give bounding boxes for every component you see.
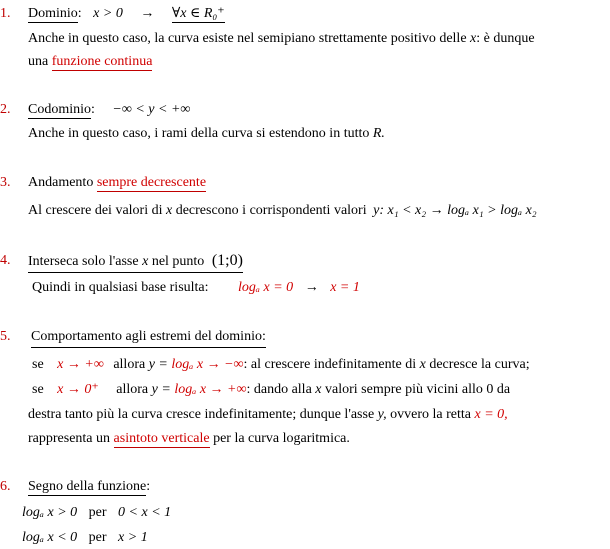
- highlight-asintoto-verticale: asintoto verticale: [113, 431, 210, 446]
- limit-zero-plus: x → 0⁺: [57, 382, 99, 397]
- item-5-row-1: se x → +∞ allora y = logₐ x → −∞: al crescere indefinitamente di x decresce la curva;: [32, 357, 530, 372]
- item-1-text-line-2: una funzione continua: [28, 54, 153, 69]
- highlight-funzione-continua: funzione continua: [51, 54, 153, 69]
- sign-row-positive: logₐ x > 0 per 0 < x < 1: [22, 505, 172, 520]
- item-number: 5.: [0, 329, 11, 344]
- item-4-text-line-1: Quindi in qualsiasi base risulta: logₐ x = 0 → x = 1: [32, 280, 360, 295]
- limit-plus-infinity: x → +∞: [57, 357, 104, 372]
- item-5-row-4: rappresenta un asintoto verticale per la curva logaritmica.: [28, 431, 350, 446]
- arrow-symbol: →: [140, 6, 155, 21]
- log-negative: logₐ x < 0: [22, 530, 78, 545]
- log-equation: logₐ x = 0: [238, 280, 294, 295]
- section-heading-andamento: Andamento: [28, 175, 94, 190]
- range-expression: −∞ < y < +∞: [112, 102, 191, 117]
- item-1-text-line-1: Anche in questo caso, la curva esiste nel semipiano strettamente positivo delle x: è dunque: [28, 31, 535, 46]
- section-heading-dominio: Dominio: [28, 6, 78, 21]
- line-x-equals-zero: x = 0,: [474, 407, 508, 422]
- intersection-point: (1;0): [211, 252, 243, 269]
- sign-row-negative: logₐ x < 0 per x > 1: [22, 530, 148, 545]
- item-number: 1.: [0, 6, 11, 21]
- item-number: 2.: [0, 102, 11, 117]
- monotonic-expression: : x₁ < x₂ → logₐ x₁ > logₐ x₂: [379, 203, 537, 218]
- log-to-minus-infinity: logₐ x → −∞: [171, 357, 244, 372]
- domain-set: ∀x ∈ R₀⁺: [171, 6, 225, 21]
- item-2-text-line-1: Anche in questo caso, i rami della curva si estendono in tutto R.: [28, 126, 385, 141]
- domain-condition: x > 0: [93, 6, 123, 21]
- section-heading-interseca: Interseca solo l'asse: [28, 254, 139, 269]
- log-positive: logₐ x > 0: [22, 505, 78, 520]
- item-3-text-line-1: Al crescere dei valori di x decrescono i corrispondenti valori y: x₁ < x₂ → logₐ x₁ > logₐ x₂: [28, 203, 537, 218]
- item-5-row-2: se x → 0⁺ allora y = logₐ x → +∞: dando alla x valori sempre più vicini allo 0 da: [32, 382, 511, 397]
- item-number: 6.: [0, 479, 11, 494]
- section-heading-segno: Segno della funzione: [28, 479, 147, 494]
- highlight-sempre-decrescente: sempre decrescente: [96, 175, 207, 190]
- item-number: 3.: [0, 175, 11, 190]
- section-heading-comportamento: Comportamento agli estremi del dominio:: [31, 328, 266, 348]
- x-equals-one: x = 1: [330, 280, 360, 295]
- item-number: 4.: [0, 253, 11, 268]
- item-5-row-3: destra tanto più la curva cresce indefinitamente; dunque l'asse y, ovvero la retta x = 0,: [28, 407, 508, 422]
- section-heading-codominio: Codominio: [28, 102, 92, 117]
- log-to-plus-infinity: logₐ x → +∞: [174, 382, 247, 397]
